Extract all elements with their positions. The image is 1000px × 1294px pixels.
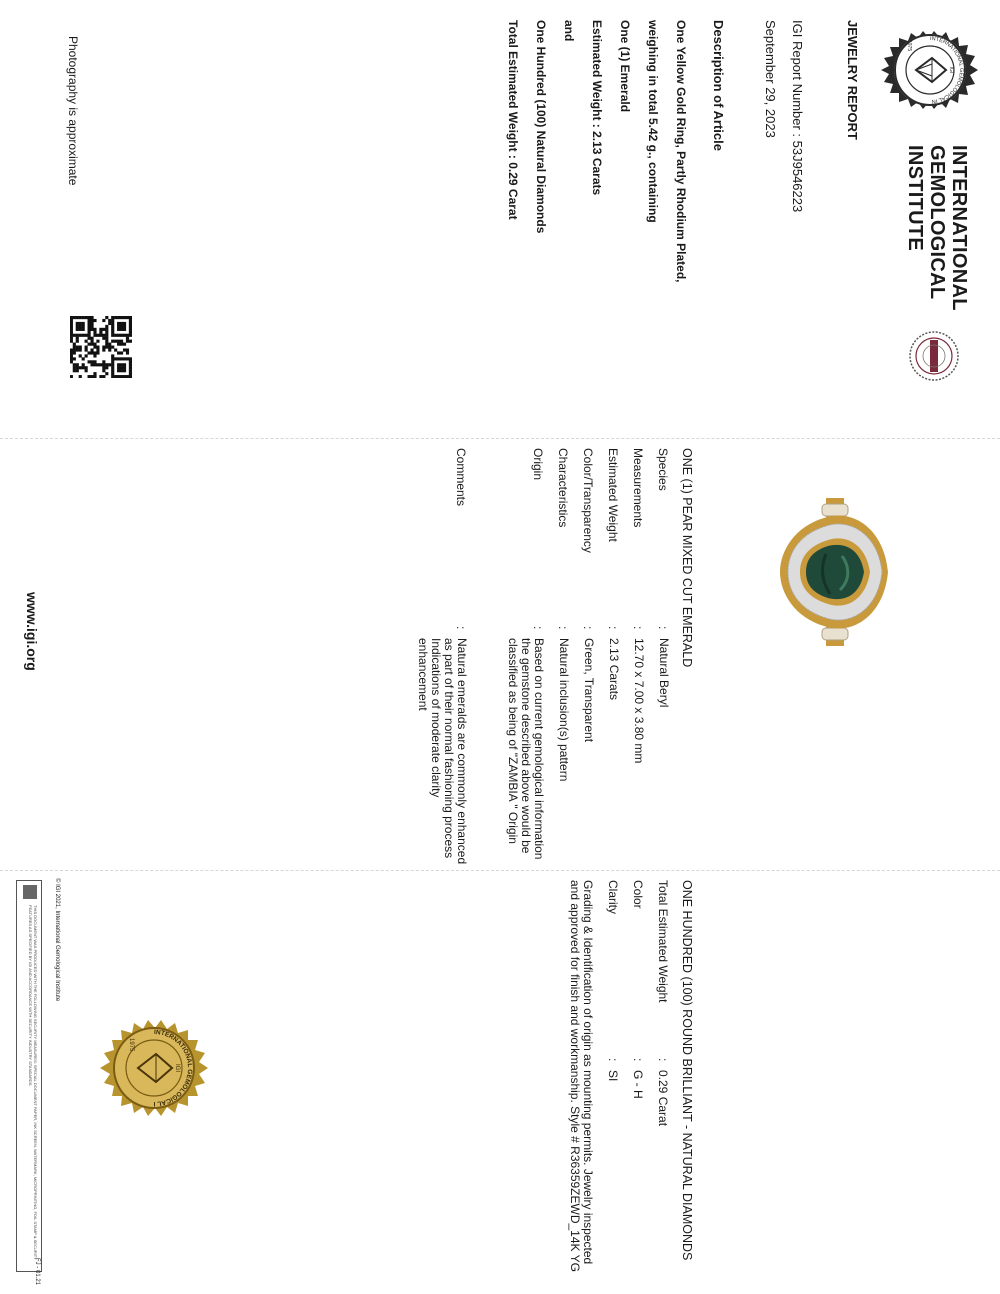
igi-logo-icon bbox=[880, 20, 980, 120]
spec-colon: : bbox=[531, 626, 545, 630]
spec-value: Natural emeralds are commonly enhanced as part of their normal fashioning process Indications of moderate clarity enhancement bbox=[416, 638, 469, 865]
spec-colon: : bbox=[581, 626, 595, 630]
spec-colon: : bbox=[556, 626, 570, 630]
qr-code-icon[interactable] bbox=[70, 316, 132, 378]
spec-value: 12.70 x 7.00 x 3.80 mm bbox=[632, 638, 646, 764]
description-title: Description of Article bbox=[711, 20, 726, 151]
diamond-spec-value: G - H bbox=[631, 1070, 645, 1099]
spec-value: Green, Transparent bbox=[582, 638, 596, 743]
svg-text:INTERNATIONAL GEMOLOGICAL INST: INTERNATIONAL GEMOLOGICAL IN bbox=[929, 35, 965, 105]
svg-text:INTERNATIONAL GEMOLOGICAL INST: INTERNATIONAL GEMOLOGICAL I bbox=[153, 1028, 194, 1108]
copyright-text: © IGI 2021, International Gemological Institute bbox=[54, 878, 60, 1002]
spec-value: 2.13 Carats bbox=[607, 638, 621, 701]
spec-colon: : bbox=[606, 626, 620, 630]
diamond-spec-label: Clarity bbox=[606, 880, 620, 915]
form-code: FJ - 01.21 bbox=[34, 1258, 40, 1286]
emerald-title: ONE (1) PEAR MIXED CUT EMERALD bbox=[680, 448, 694, 668]
lock-icon bbox=[23, 885, 37, 899]
svg-text:IGI: IGI bbox=[948, 66, 954, 74]
report-number: IGI Report Number : 53J9546223 bbox=[790, 20, 805, 213]
diamond-spec-colon: : bbox=[656, 1058, 670, 1062]
svg-text:IGI: IGI bbox=[174, 1063, 180, 1073]
description-line: One Yellow Gold Ring, Partly Rhodium Plated, bbox=[674, 20, 688, 283]
fold-line bbox=[0, 438, 1000, 439]
igi-seal-icon bbox=[98, 1012, 210, 1124]
description-line: and bbox=[562, 20, 576, 42]
description-line: One Hundred (100) Natural Diamonds bbox=[534, 20, 548, 234]
accreditation-badge-icon bbox=[908, 330, 960, 382]
website-link[interactable]: www.igi.org bbox=[24, 592, 40, 671]
photography-note: Photography is approximate bbox=[66, 36, 80, 186]
spec-value: Natural inclusion(s) pattern bbox=[557, 638, 571, 782]
diamond-spec-label: Total Estimated Weight bbox=[656, 880, 670, 1003]
spec-label: Comments bbox=[454, 448, 468, 507]
description-line: One (1) Emerald bbox=[618, 20, 632, 113]
diamond-spec-label: Color bbox=[631, 880, 645, 909]
diamond-spec-colon: : bbox=[631, 1058, 645, 1062]
spec-value: Based on current gemological information the gemstone described above would be classified as being of "ZAMBIA " Origin bbox=[506, 638, 546, 860]
brand-line: INSTITUTE bbox=[904, 145, 926, 252]
description-line: Total Estimated Weight : 0.29 Carat bbox=[506, 20, 520, 220]
brand-name bbox=[904, 145, 970, 311]
spec-label: Characteristics bbox=[556, 448, 570, 528]
spec-label: Estimated Weight bbox=[606, 448, 620, 542]
spec-label: Measurements bbox=[631, 448, 645, 528]
report-title: JEWELRY REPORT bbox=[845, 20, 860, 140]
description-line: weighing in total 5.42 g., containing bbox=[646, 20, 660, 223]
spec-label: Origin bbox=[531, 448, 545, 481]
spec-colon: : bbox=[631, 626, 645, 630]
ring-photo bbox=[774, 498, 892, 646]
spec-label: Species bbox=[656, 448, 670, 491]
spec-label: Color/Transparency bbox=[581, 448, 595, 553]
diamond-spec-value: SI bbox=[606, 1070, 620, 1082]
spec-value: Natural Beryl bbox=[657, 638, 671, 708]
spec-colon: : bbox=[454, 626, 468, 630]
brand-line: INTERNATIONAL bbox=[948, 145, 970, 311]
report-date: September 29, 2023 bbox=[763, 20, 778, 138]
description-line: Estimated Weight : 2.13 Carats bbox=[590, 20, 604, 196]
fold-line bbox=[0, 870, 1000, 871]
diamond-spec-colon: : bbox=[606, 1058, 620, 1062]
security-strip bbox=[16, 880, 42, 1272]
svg-text:1975: 1975 bbox=[906, 40, 912, 52]
diamond-spec-value: 0.29 Carat bbox=[656, 1070, 670, 1127]
spec-colon: : bbox=[656, 626, 670, 630]
security-fine-print: THIS DOCUMENT WAS PRODUCED WITH THE FOLLOWING SECURITY MEASURES: SPECIAL DOCUMENT PAPER, INK SCREEN, WATERMARK, MICROPRINTING, FOIL STAMP & SECURITY FEATURES AS SPECIFIED BY IGI AND ACCORDANCE WITH SECURITY INDUSTRY STANDARDS. bbox=[28, 905, 38, 1260]
brand-line: GEMOLOGICAL bbox=[926, 145, 948, 300]
svg-text:1975: 1975 bbox=[128, 1038, 134, 1052]
diamonds-title: ONE HUNDRED (100) ROUND BRILLIANT - NATURAL DIAMONDS bbox=[680, 880, 694, 1261]
grading-notes: Grading & Identification of origin as mounting permits. Jewelry inspected and approved for finish and workmanship. Style # R36359ZEWD_14K YG bbox=[568, 880, 595, 1272]
